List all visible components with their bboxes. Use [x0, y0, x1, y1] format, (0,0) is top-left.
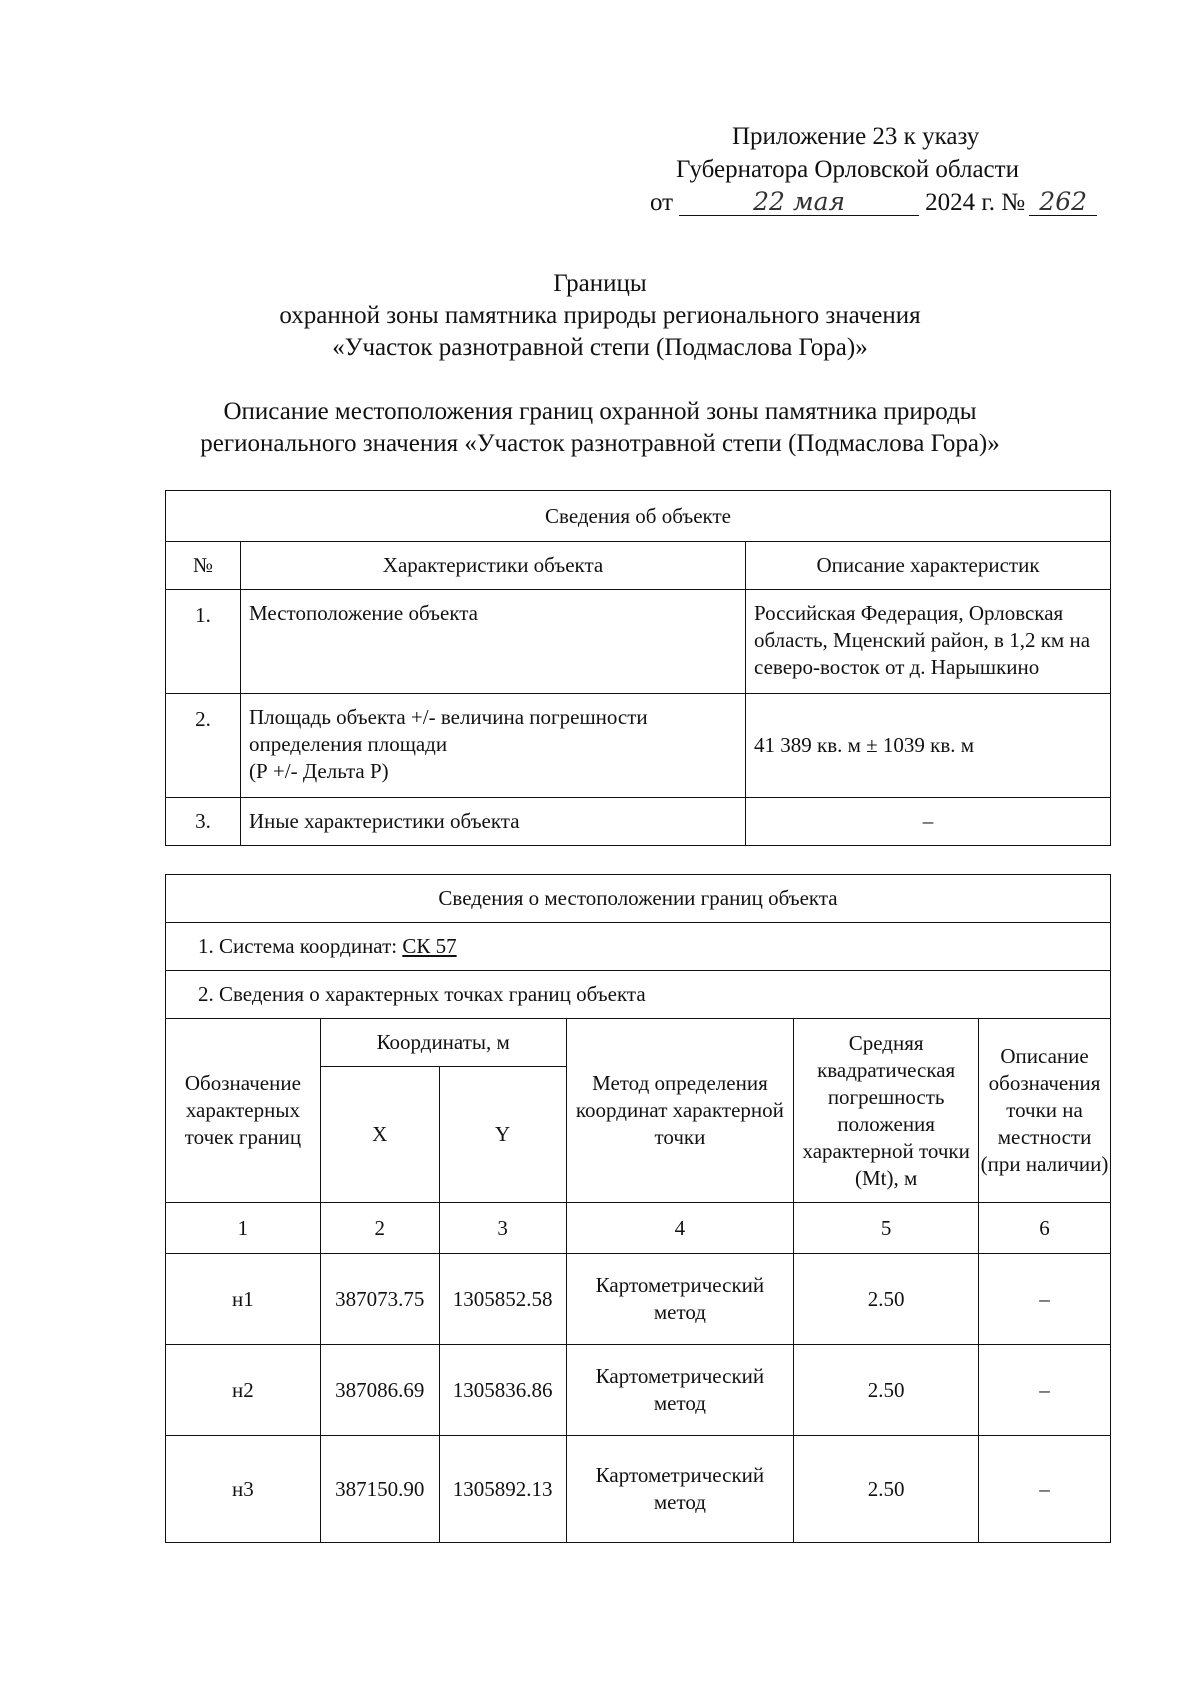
- point-method: Картометрический метод: [566, 1436, 794, 1543]
- point-x: 387150.90: [320, 1436, 439, 1543]
- column-number: 3: [439, 1203, 566, 1254]
- header-point-description: Описание обозначения точки на местности (при наличии): [979, 1019, 1111, 1203]
- from-prefix: от: [650, 189, 674, 216]
- header-point-designation: Обозначение характерных точек границ: [166, 1019, 321, 1203]
- header-method: Метод определения координат характерной точки: [566, 1019, 794, 1203]
- doc-title-line-2: охранной зоны памятника природы регионального значения: [279, 302, 921, 329]
- row-characteristic: Местоположение объекта: [241, 590, 746, 694]
- point-error: 2.50: [794, 1254, 979, 1345]
- column-number: 2: [320, 1203, 439, 1254]
- handwritten-date: 22 мая: [679, 189, 919, 216]
- point-x: 387086.69: [320, 1345, 439, 1436]
- header-x: X: [320, 1067, 439, 1203]
- doc-title-line-3: «Участок разнотравной степи (Подмаслова Гора)»: [332, 334, 868, 361]
- header-characteristics: Характеристики объекта: [241, 542, 746, 590]
- point-y: 1305836.86: [439, 1345, 566, 1436]
- table-row: [166, 1436, 1111, 1543]
- points-info-label: 2. Сведения о характерных точках границ объекта: [166, 971, 1111, 1019]
- object-info-table: [165, 490, 1111, 846]
- row-num: 1.: [166, 590, 241, 694]
- row-characteristic-formula: (Р +/- Дельта Р): [249, 759, 389, 783]
- table-row: [166, 1345, 1111, 1436]
- object-table-title: Сведения об объекте: [166, 491, 1111, 542]
- point-error: 2.50: [794, 1436, 979, 1543]
- annex-date-line: [650, 186, 1097, 219]
- coordinate-system-value: СК 57: [402, 934, 457, 958]
- row-characteristic: [241, 694, 746, 798]
- point-name: н2: [166, 1345, 321, 1436]
- object-row: [166, 694, 1111, 798]
- point-error: 2.50: [794, 1345, 979, 1436]
- location-table-title: Сведения о местоположении границ объекта: [166, 875, 1111, 923]
- header-description: Описание характеристик: [746, 542, 1111, 590]
- point-description: –: [979, 1345, 1111, 1436]
- handwritten-number: 262: [1029, 189, 1097, 216]
- row-description: 41 389 кв. м ± 1039 кв. м: [746, 694, 1111, 798]
- header-coordinates: Координаты, м: [320, 1019, 566, 1067]
- point-description: –: [979, 1254, 1111, 1345]
- description-line-2: регионального значения «Участок разнотравной степи (Подмаслова Гора)»: [200, 430, 1000, 457]
- row-description: Российская Федерация, Орловская область, Мценский район, в 1,2 км на северо-восток от д. Нарышкино: [746, 590, 1111, 694]
- location-table: [165, 874, 1111, 1543]
- coordinate-system-label: 1. Система координат:: [198, 934, 403, 958]
- table-row: [166, 1254, 1111, 1345]
- column-number: 4: [566, 1203, 794, 1254]
- description-line-1: Описание местоположения границ охранной зоны памятника природы: [223, 398, 977, 425]
- header-num: №: [166, 542, 241, 590]
- column-numbers-row: [166, 1203, 1111, 1254]
- row-num: 3.: [166, 798, 241, 846]
- column-number: 6: [979, 1203, 1111, 1254]
- point-x: 387073.75: [320, 1254, 439, 1345]
- point-name: н1: [166, 1254, 321, 1345]
- point-y: 1305852.58: [439, 1254, 566, 1345]
- annex-line-1: Приложение 23 к указу: [732, 123, 980, 150]
- point-y: 1305892.13: [439, 1436, 566, 1543]
- point-name: н3: [166, 1436, 321, 1543]
- header-mean-error: Средняя квадратическая погрешность положения характерной точки (Mt), м: [794, 1019, 979, 1203]
- annex-line-2: Губернатора Орловской области: [676, 156, 1019, 183]
- object-row: [166, 590, 1111, 694]
- point-method: Картометрический метод: [566, 1254, 794, 1345]
- row-characteristic: Иные характеристики объекта: [241, 798, 746, 846]
- point-method: Картометрический метод: [566, 1345, 794, 1436]
- coordinate-system-row: [166, 923, 1111, 971]
- column-number: 5: [794, 1203, 979, 1254]
- point-description: –: [979, 1436, 1111, 1543]
- column-number: 1: [166, 1203, 321, 1254]
- object-row: [166, 798, 1111, 846]
- row-num: 2.: [166, 694, 241, 798]
- header-y: Y: [439, 1067, 566, 1203]
- row-characteristic-text: Площадь объекта +/- величина погрешности определения площади: [249, 705, 648, 756]
- row-description: –: [746, 798, 1111, 846]
- year-text: 2024 г. №: [925, 189, 1026, 216]
- doc-title-line-1: Границы: [553, 270, 647, 297]
